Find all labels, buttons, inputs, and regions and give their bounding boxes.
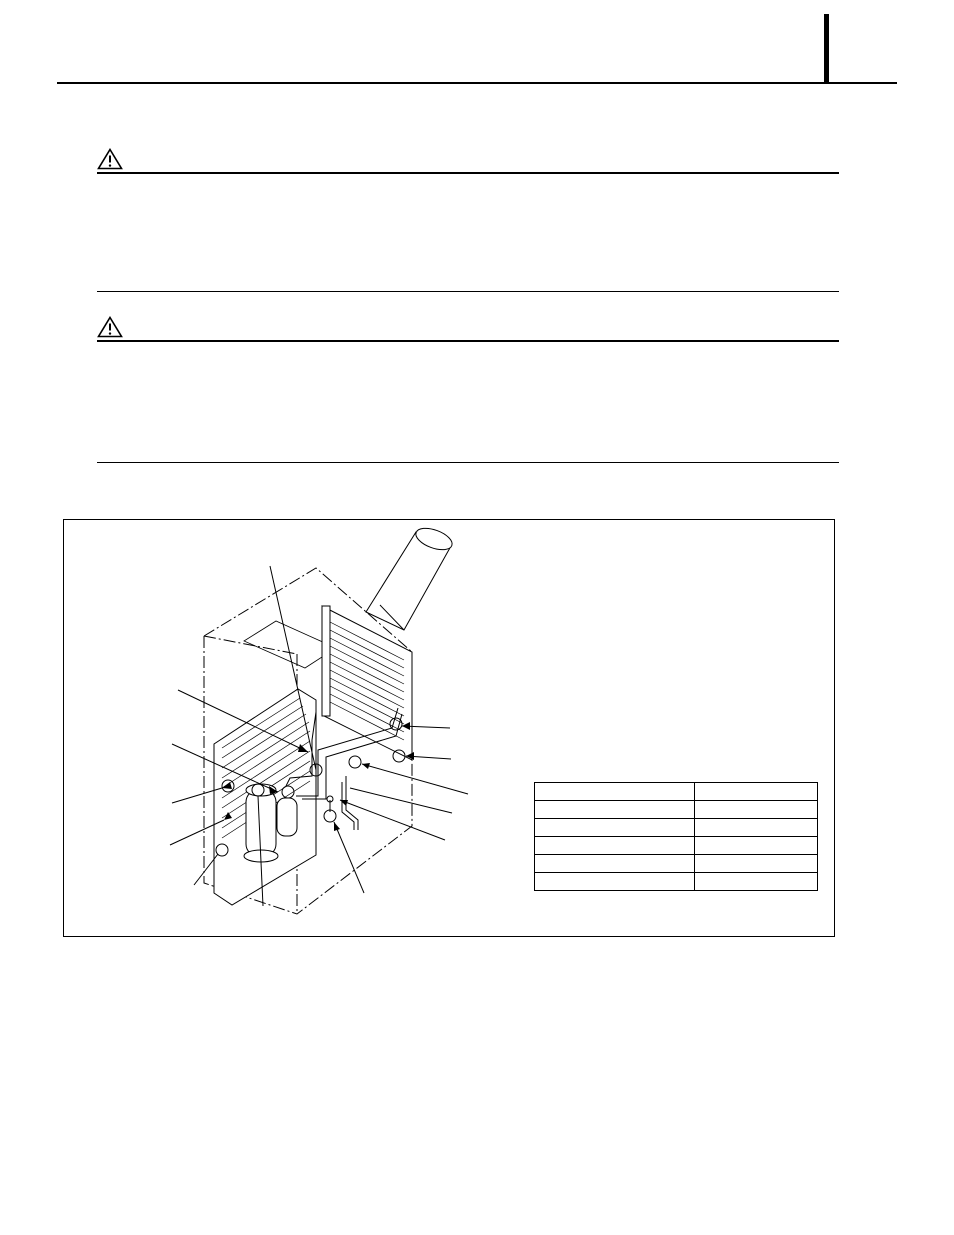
table-row [535, 783, 818, 801]
table-cell [695, 873, 818, 891]
table-row [535, 873, 818, 891]
table-cell [535, 801, 695, 819]
table-cell [695, 819, 818, 837]
table-row [535, 819, 818, 837]
table-row [535, 837, 818, 855]
table-cell [535, 783, 695, 801]
table-cell [695, 837, 818, 855]
table-cell [535, 873, 695, 891]
table-row [535, 801, 818, 819]
table-cell [695, 801, 818, 819]
table-cell [695, 783, 818, 801]
table-cell [695, 855, 818, 873]
table-cell [535, 855, 695, 873]
table-cell [535, 837, 695, 855]
table-row [535, 855, 818, 873]
table-cell [535, 819, 695, 837]
parts-table [534, 782, 818, 891]
